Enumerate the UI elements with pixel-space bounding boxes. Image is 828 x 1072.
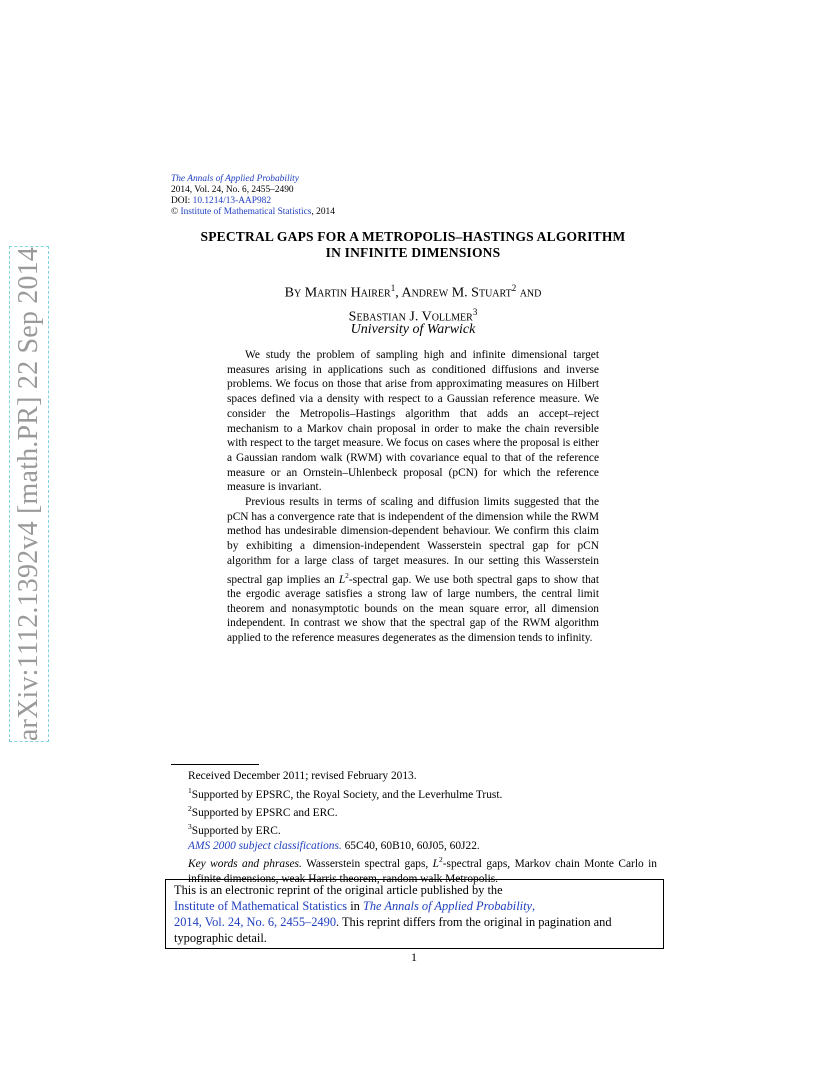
abstract-paragraph-2: Previous results in terms of scaling and diffusion limits suggested that the pCN has a convergence rate that is independent of the dimension while the RWM method has undesirable dimension-dependent behaviour. We confirm this claim by exhibiting a dimension-independent Wasserstein spectral gap for pCN algorithm for a large class of target measures. In our setting this Wasserstein spectral gap implies an $L^2$-spectral gap. We use both spectral gaps to show that the ergodic average satisfies a strong law of large numbers, the central limit theorem and nonasymptotic bounds on the mean square error, all dimension independent. In contrast we show that the spectral gap of the RWM algorithm applied to the reference measures degenerates as the dimension tends to infinity. bbox=[227, 496, 600, 645]
footnote-rule bbox=[171, 764, 259, 765]
author-list bbox=[150, 279, 676, 326]
footnotes bbox=[171, 769, 657, 886]
copyright-icon: © bbox=[171, 207, 179, 217]
reprint-publisher-link[interactable]: Institute of Mathematical Statistics bbox=[174, 899, 348, 913]
page-number: 1 bbox=[411, 950, 417, 964]
author-3: Sebastian J. Vollmer bbox=[348, 309, 473, 325]
author-1: Martin Hairer bbox=[304, 285, 391, 301]
author-3-footnote-mark: 3 bbox=[472, 306, 478, 317]
ams-classification-link[interactable]: AMS 2000 subject classifications. bbox=[188, 839, 342, 852]
copyright-year: , 2014 bbox=[311, 207, 335, 217]
footnote-2: $^2$Supported by EPSRC and ERC. bbox=[188, 803, 338, 819]
ams-classification: AMS 2000 subject classifications. 65C40, 60B10, 60J05, 60J22. bbox=[188, 839, 480, 852]
title-line-1: SPECTRAL GAPS FOR A METROPOLIS–HASTINGS ALGORITHM bbox=[200, 229, 626, 244]
and-label: and bbox=[519, 285, 542, 301]
by-label: By bbox=[284, 285, 302, 301]
abstract-paragraph-1: We study the problem of sampling high and infinite dimensional target measures arising in applications such as conditioned diffusions and inverse problems. We focus on those that arise from approximating measures on Hilbert spaces defined via a density with respect to a Gaussian reference measure. We consider the Metropolis–Hastings algorithm that adds an accept–reject mechanism to a Markov chain proposal in order to make the chain reversible with respect to the target measure. We focus on cases where the proposal is either a Gaussian random walk (RWM) with covariance equal to that of the reference measure or an Ornstein–Uhlenbeck proposal (pCN) for which the reference measure is invariant. bbox=[227, 349, 599, 494]
keywords: Key words and phrases. Wasserstein spectral gaps, $L^2$-spectral gaps, Markov chain Monte Carlo in infinite dimensions, weak Harris theorem, random walk Metropolis. bbox=[188, 855, 657, 885]
journal-volume: 2014, Vol. 24, No. 6, 2455–2490 bbox=[171, 185, 294, 195]
affiliation: University of Warwick bbox=[350, 322, 476, 337]
author-2: Andrew M. Stuart bbox=[401, 285, 512, 301]
footnote-1: $^1$Supported by EPSRC, the Royal Society, and the Leverhulme Trust. bbox=[188, 785, 503, 801]
title-line-2: IN INFINITE DIMENSIONS bbox=[325, 245, 501, 260]
doi-link[interactable]: 10.1214/13-AAP982 bbox=[192, 196, 272, 206]
abstract bbox=[227, 348, 599, 646]
journal-name-link[interactable]: The Annals of Applied Probability bbox=[171, 174, 299, 184]
author-separator: , bbox=[395, 285, 399, 301]
publisher-link[interactable]: Institute of Mathematical Statistics bbox=[180, 207, 312, 217]
arxiv-identifier-stamp bbox=[9, 246, 49, 742]
reprint-journal-link[interactable]: The Annals of Applied Probability bbox=[362, 899, 533, 913]
author-2-footnote-mark: 2 bbox=[511, 283, 517, 293]
reprint-notice-box: This is an electronic reprint of the original article published by the Institute of Mathematical Statistics in The Annals of Applied Probability, 2014, Vol. 24, No. 6, 2455–2490. This reprint differs from the original in pagination and typographic detail. bbox=[165, 879, 664, 949]
received-note: Received December 2011; revised February 2013. bbox=[188, 770, 417, 782]
paper-title bbox=[150, 229, 676, 261]
author-1-footnote-mark: 1 bbox=[390, 283, 396, 293]
reprint-volume-link[interactable]: 2014, Vol. 24, No. 6, 2455–2490 bbox=[174, 915, 337, 929]
journal-header bbox=[171, 174, 335, 218]
arxiv-identifier-text: arXiv:1112.1392v4 [math.PR] 22 Sep 2014 bbox=[13, 246, 44, 742]
doi-label: DOI: bbox=[171, 196, 191, 206]
footnote-3: $^3$Supported by ERC. bbox=[188, 822, 281, 838]
